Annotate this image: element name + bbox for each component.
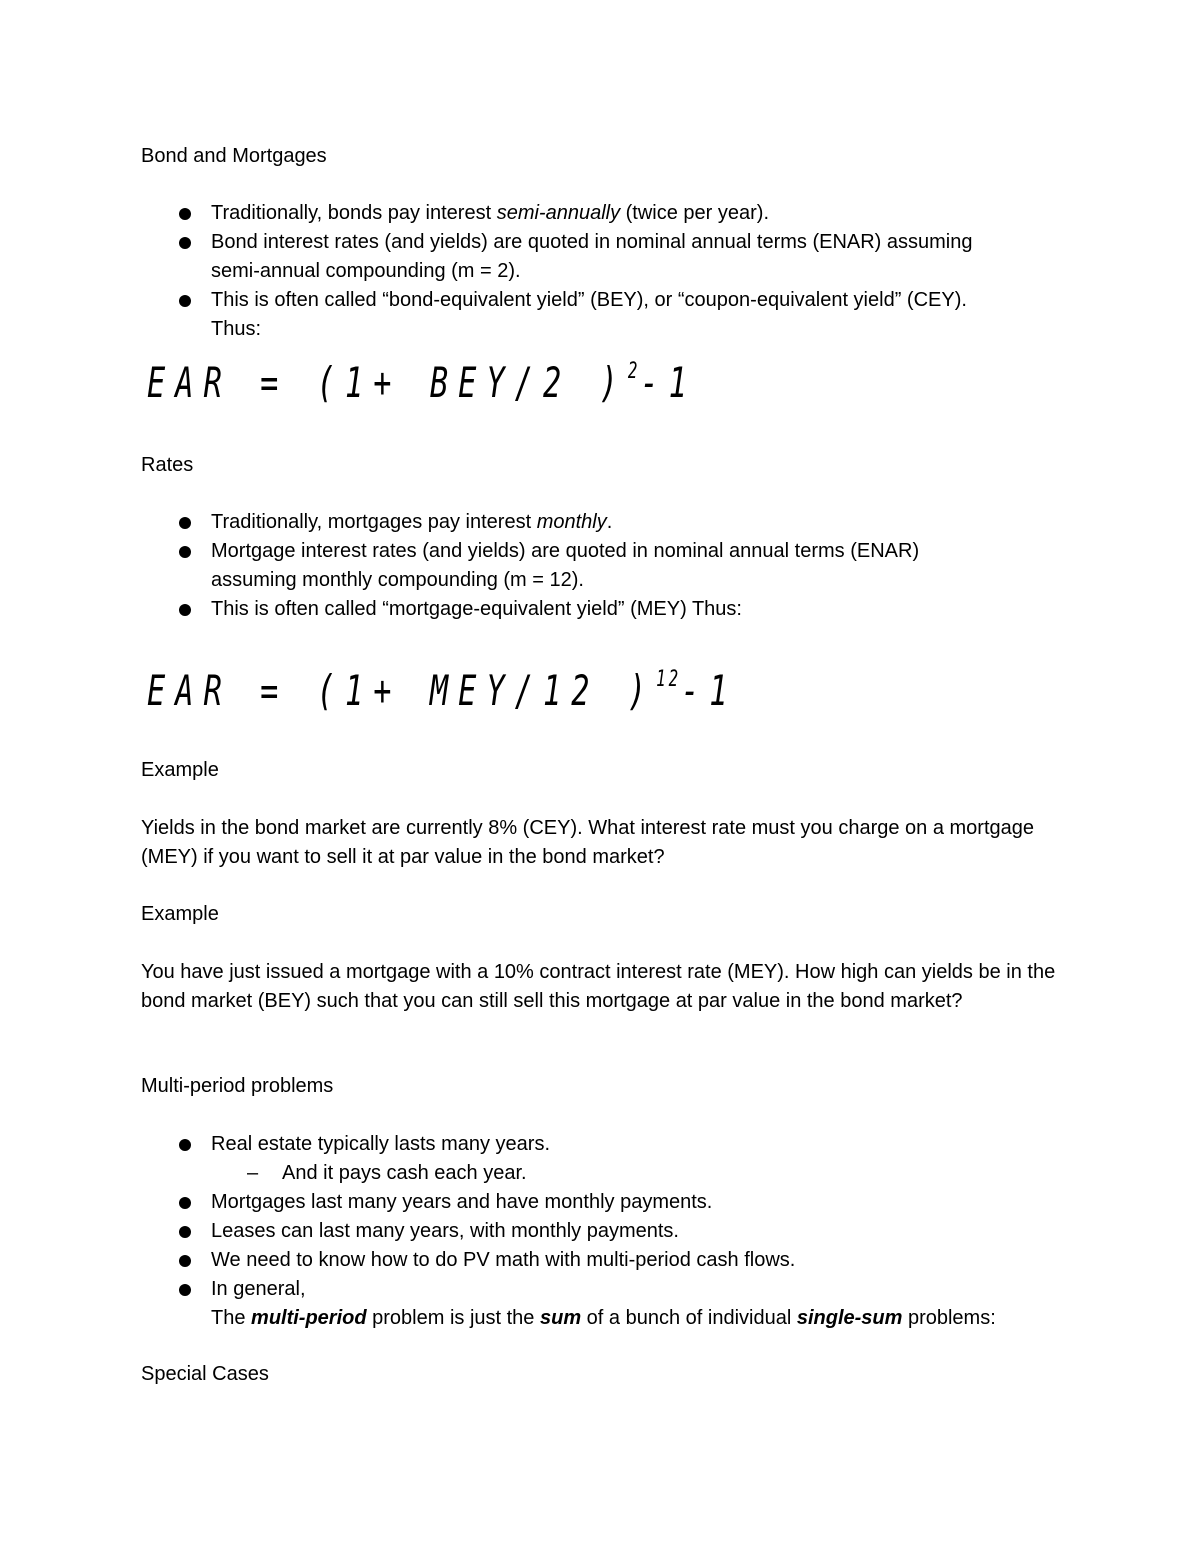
multi-bullet-list: [141, 1130, 996, 1333]
list-item: Bond interest rates (and yields) are quoted in nominal annual terms (ENAR) assuming semi-annual compounding (m = 2).: [141, 228, 972, 286]
heading-example-2: Example: [141, 903, 219, 925]
dash-icon: –: [247, 1162, 259, 1184]
bullet-dot-icon: [179, 1139, 191, 1151]
example-2-text: You have just issued a mortgage with a 10% contract interest rate (MEY). How high can yields be in the bond market (BEY) such that you can still sell this mortgage at par value in the bond market?: [141, 961, 1056, 1012]
sub-list-item: – And it pays cash each year.: [141, 1159, 996, 1188]
list-item: Leases can last many years, with monthly payments.: [141, 1217, 996, 1246]
bullet-dot-icon: [179, 517, 191, 529]
list-item: Traditionally, bonds pay interest semi-annually (twice per year).: [141, 199, 972, 228]
formula-ear-mey: EAR = (1+ MEY/12 )$^{12}$-1: [147, 666, 738, 715]
list-item: This is often called “bond-equivalent yield” (BEY), or “coupon-equivalent yield” (CEY). Thus:: [141, 286, 972, 344]
list-item: Real estate typically lasts many years.: [141, 1130, 996, 1159]
bullet-dot-icon: [179, 1197, 191, 1209]
heading-special-cases: Special Cases: [141, 1363, 269, 1385]
heading-bond-and-mortgages: Bond and Mortgages: [141, 145, 327, 167]
list-item: This is often called “mortgage-equivalent yield” (MEY) Thus:: [141, 595, 919, 624]
heading-example-1: Example: [141, 759, 219, 781]
list-item: Mortgages last many years and have monthly payments.: [141, 1188, 996, 1217]
list-item: Mortgage interest rates (and yields) are quoted in nominal annual terms (ENAR) assuming monthly compounding (m = 12).: [141, 537, 919, 595]
list-item: We need to know how to do PV math with multi-period cash flows.: [141, 1246, 996, 1275]
bullet-dot-icon: [179, 546, 191, 558]
bullet-dot-icon: [179, 1284, 191, 1296]
bullet-dot-icon: [179, 237, 191, 249]
bullet-dot-icon: [179, 604, 191, 616]
example-1-text: Yields in the bond market are currently 8% (CEY). What interest rate must you charge on a mortgage (MEY) if you want to sell it at par value in the bond market?: [141, 817, 1035, 868]
bullet-dot-icon: [179, 1255, 191, 1267]
heading-multi-period-problems: Multi-period problems: [141, 1075, 334, 1097]
list-item: Traditionally, mortgages pay interest monthly.: [141, 508, 919, 537]
bullet-dot-icon: [179, 208, 191, 220]
bullet-dot-icon: [179, 295, 191, 307]
list-item: In general, The multi-period problem is just the sum of a bunch of individual single-sum problems:: [141, 1275, 996, 1333]
rates-bullet-list: [141, 508, 919, 624]
formula-ear-bey: EAR = (1+ BEY/2 )$^2$-1: [147, 358, 697, 407]
bond-bullet-list: [141, 199, 972, 344]
bullet-dot-icon: [179, 1226, 191, 1238]
heading-rates: Rates: [141, 454, 194, 476]
